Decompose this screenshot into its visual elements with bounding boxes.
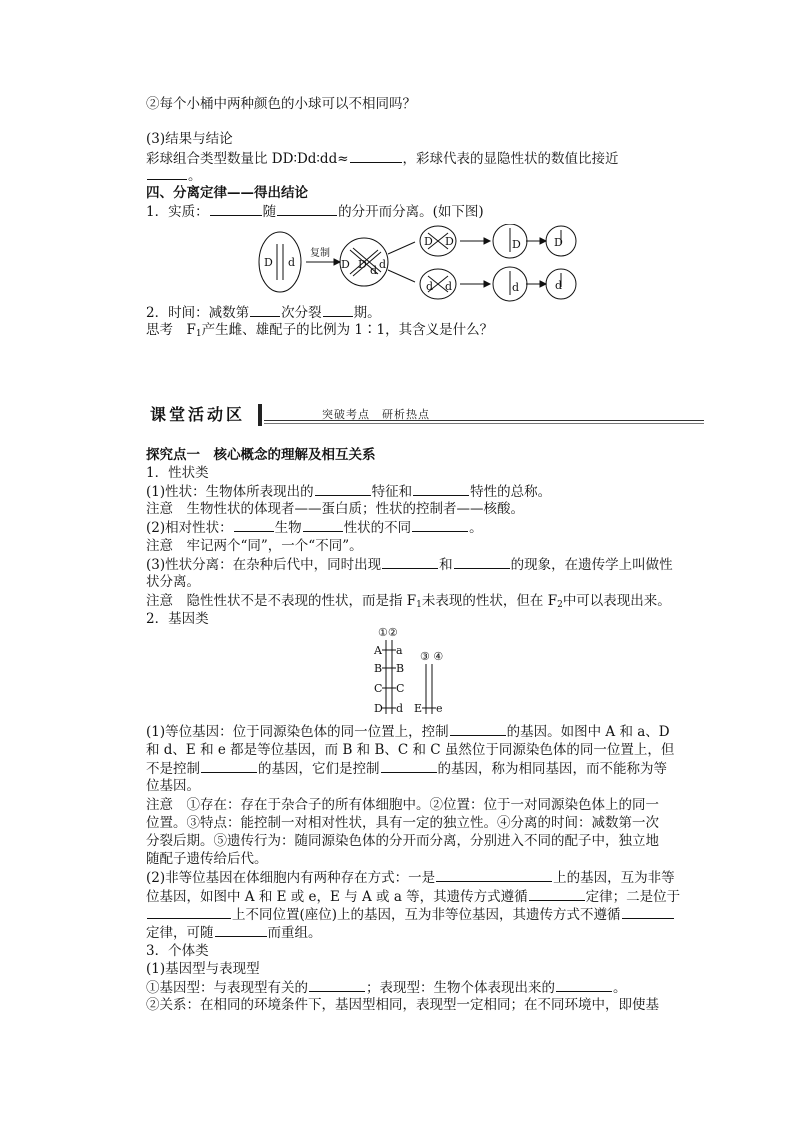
- gene-locus-diagram: [360, 624, 470, 716]
- fill-blank[interactable]: [382, 556, 438, 569]
- fill-blank[interactable]: [450, 723, 506, 736]
- gene-label: d: [396, 702, 404, 715]
- text-line: 和 d、E 和 e 都是等位基因，而 B 和 B、C 和 C 虽然位于同源染色体的同一位置上，但: [146, 742, 675, 758]
- text-line: 状分离。: [146, 574, 200, 590]
- gene-label: D: [445, 235, 454, 248]
- text-line: (2)相对性状： 生物 性状的不同 。: [146, 520, 483, 536]
- note-line: 注意 隐性性状不是不表现的性状，而是指 $F_1$未表现的性状，但在 $F_2$中可以表现出来。: [146, 593, 671, 610]
- fill-blank[interactable]: [215, 924, 267, 937]
- category-heading: 1．性状类: [146, 465, 209, 481]
- gene-label: B: [396, 662, 405, 675]
- text-line: 彩球组合类型数量比 DD∶Dd∶dd≈ ，彩球代表的显隐性状的数值比接近: [146, 151, 619, 167]
- fill-blank[interactable]: [556, 979, 612, 992]
- fill-blank[interactable]: [315, 483, 371, 496]
- gene-label: d: [379, 258, 387, 271]
- note-line: 随配子遗传给后代。: [146, 851, 268, 867]
- section-heading: (3)结果与结论: [146, 131, 233, 147]
- category-heading: 3．个体类: [146, 943, 209, 959]
- fill-blank[interactable]: [147, 167, 187, 180]
- text-line: 1．实质： 随 的分开而分离。(如下图): [146, 204, 484, 220]
- gene-label: D: [358, 258, 367, 271]
- question-line: ②每个小桶中两种颜色的小球可以不相同吗？: [146, 96, 416, 112]
- fill-blank[interactable]: [250, 304, 280, 317]
- banner-divider: [258, 404, 262, 426]
- category-heading: 2．基因类: [146, 611, 209, 627]
- fill-blank[interactable]: [309, 979, 365, 992]
- text-line: (1)性状：生物体所表现出的 特征和 特性的总称。: [146, 484, 552, 500]
- gene-label: D: [374, 702, 383, 715]
- fill-blank[interactable]: [277, 203, 337, 216]
- fill-blank[interactable]: [234, 519, 274, 532]
- text-line: 。: [146, 167, 202, 185]
- note-line: 注意 ①存在：存在于杂合子的所有体细胞中。②位置：位于一对同源染色体上的同一: [146, 797, 659, 813]
- gene-label: e: [436, 702, 443, 715]
- banner-subtitle: 突破考点 研析热点: [322, 408, 430, 421]
- text-line: ②关系：在相同的环境条件下，基因型相同，表现型一定相同；在不同环境中，即使基: [146, 997, 659, 1013]
- arrow-label: 复制: [310, 248, 330, 259]
- gene-label: d: [288, 256, 296, 269]
- fill-blank[interactable]: [413, 483, 469, 496]
- gene-label: a: [396, 644, 403, 657]
- gene-label: D: [264, 256, 273, 269]
- gene-label: C: [396, 682, 405, 695]
- fill-blank[interactable]: [303, 519, 343, 532]
- text-line: 不是控制 的基因，它们是控制 的基因，称为相同基因，而不能称为等: [146, 761, 667, 777]
- fill-blank[interactable]: [147, 906, 231, 919]
- section-banner: [146, 404, 706, 428]
- chromosome-label: ①②: [378, 626, 398, 639]
- gene-label: D: [424, 235, 433, 248]
- note-line: 注意 牢记两个“同”，一个“不同”。: [146, 538, 363, 554]
- text-line: 2．时间：减数第 次分裂 期。: [146, 305, 381, 321]
- text-line: (2)非等位基因在体细胞内有两种存在方式：一是 上的基因，互为非等: [146, 870, 675, 886]
- fill-blank[interactable]: [210, 203, 262, 216]
- note-line: 分裂后期。⑤遗传行为：随同源染色体的分开而分离，分别进入不同的配子中，独立地: [146, 833, 659, 849]
- fill-blank[interactable]: [454, 556, 510, 569]
- gene-label: D: [341, 258, 350, 271]
- note-line: 注意 生物性状的体现者——蛋白质；性状的控制者——核酸。: [146, 501, 524, 517]
- fill-blank[interactable]: [350, 150, 402, 163]
- gene-label: D: [554, 236, 563, 249]
- text-line: 位基因，如图中 A 和 E 或 e，E 与 A 或 a 等，其遗传方式遵循 定律；二是位于: [146, 889, 681, 905]
- text-line: 上不同位置(座位)上的基因，互为非等位基因，其遗传方式不遵循: [146, 906, 675, 924]
- gene-label: C: [374, 682, 383, 695]
- text-line: (3)性状分离：在杂种后代中，同时出现 和 的现象，在遗传学上叫做性: [146, 557, 673, 573]
- fill-blank[interactable]: [323, 304, 353, 317]
- section-heading: 四、分离定律——得出结论: [146, 185, 308, 201]
- text-line: (1)等位基因：位于同源染色体的同一位置上，控制 的基因。如图中 A 和 a、D: [146, 724, 670, 740]
- fill-blank[interactable]: [622, 906, 674, 919]
- fill-blank[interactable]: [412, 519, 468, 532]
- explore-heading: 探究点一 核心概念的理解及相互关系: [146, 447, 376, 463]
- gene-label: d: [370, 264, 378, 277]
- gene-label: E: [414, 702, 423, 715]
- think-line: 思考 $F_1$产生雌、雄配子的比例为 1∶1，其含义是什么？: [146, 322, 494, 339]
- gene-label: d: [445, 280, 453, 293]
- banner-rule: [264, 423, 704, 424]
- fill-blank[interactable]: [201, 760, 257, 773]
- gene-label: D: [512, 238, 521, 251]
- note-line: 位置。③特点：能控制一对相对性状，具有一定的独立性。④分离的时间：减数第一次: [146, 815, 659, 831]
- gene-label: B: [374, 662, 383, 675]
- text-line: 位基因。: [146, 778, 200, 794]
- gene-label: d: [555, 279, 563, 292]
- chromosome-label: ③ ④: [420, 650, 444, 663]
- gene-label: A: [374, 644, 382, 657]
- gene-label: d: [512, 281, 520, 294]
- text-line: (1)基因型与表现型: [146, 961, 260, 977]
- gene-label: d: [426, 280, 434, 293]
- banner-title: 课堂活动区: [150, 405, 246, 424]
- fill-blank[interactable]: [381, 760, 437, 773]
- fill-blank[interactable]: [529, 888, 585, 901]
- segregation-diagram: [258, 224, 578, 304]
- text-line: ①基因型：与表现型有关的 ；表现型：生物个体表现出来的 。: [146, 980, 627, 996]
- fill-blank[interactable]: [436, 869, 552, 882]
- text-line: 定律，可随 而重组。: [146, 925, 322, 941]
